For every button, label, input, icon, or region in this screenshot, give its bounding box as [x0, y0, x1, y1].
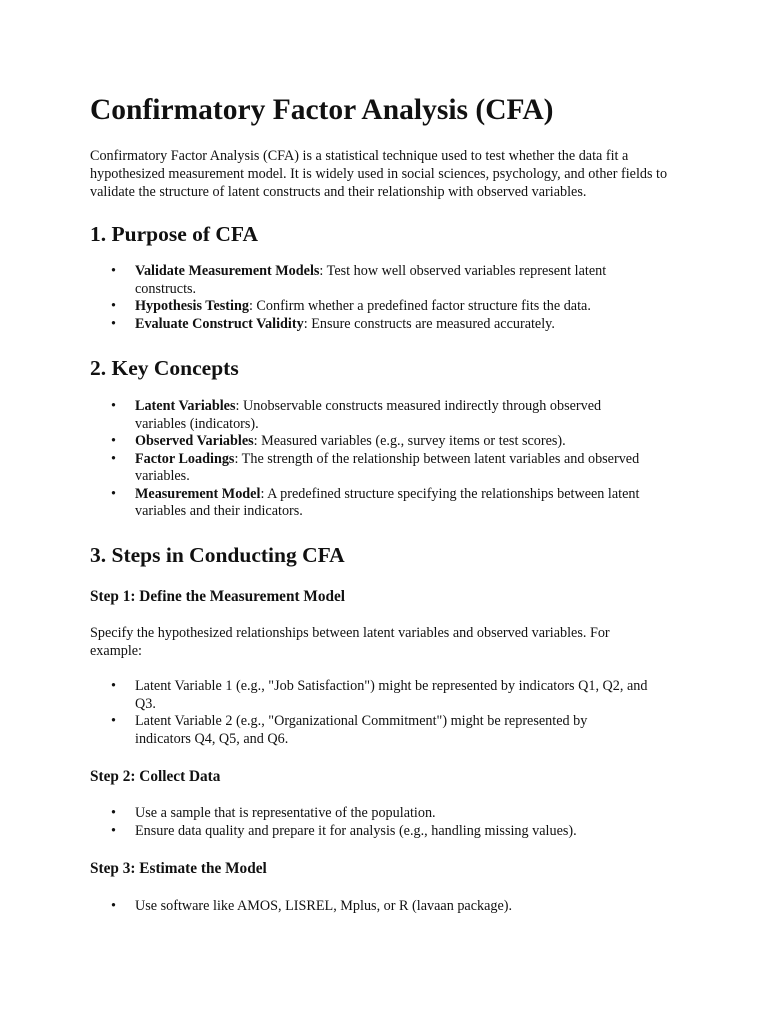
list-item-term: Measurement Model: [135, 485, 261, 502]
list-item: [90, 263, 690, 298]
bullet-icon: •: [111, 315, 116, 332]
bullet-icon: •: [111, 450, 116, 467]
bullet-icon: •: [111, 485, 116, 502]
bullet-icon: •: [111, 433, 116, 449]
list-item: [90, 805, 690, 823]
list-item-term: Latent Variables: [135, 398, 236, 414]
step1-list: [90, 678, 690, 748]
list-item: [90, 451, 690, 486]
step3-list: [90, 898, 690, 916]
bullet-icon: •: [111, 678, 116, 694]
step3-heading: Step 3: Estimate the Model: [90, 860, 267, 877]
list-item-term: Hypothesis Testing: [135, 298, 249, 314]
bullet-icon: •: [111, 298, 116, 314]
step1-body: Specify the hypothesized relationships between latent variables and observed variables. For example:: [90, 625, 610, 659]
bullet-icon: •: [111, 805, 116, 821]
list-item-text: : Test how well observed variables represent latent constructs.: [135, 263, 607, 297]
bullet-icon: •: [111, 263, 116, 279]
section-heading-steps: 3. Steps in Conducting CFA: [90, 543, 345, 567]
list-item: [90, 298, 690, 316]
list-item: [90, 713, 690, 748]
list-item-text: Use software like AMOS, LISREL, Mplus, or R (lavaan package).: [135, 898, 513, 914]
bullet-icon: •: [111, 822, 116, 839]
purpose-list: [90, 263, 690, 333]
list-item-term: Validate Measurement Models: [135, 263, 320, 279]
list-item-term: Factor Loadings: [135, 450, 235, 467]
list-item-text: Ensure data quality and prepare it for analysis (e.g., handling missing values).: [135, 822, 577, 839]
list-item-text: : Ensure constructs are measured accurately.: [303, 315, 555, 332]
list-item: [90, 433, 690, 451]
list-item-term: Evaluate Construct Validity: [135, 315, 304, 332]
list-item: [90, 316, 690, 334]
list-item-text: : A predefined structure specifying the relationships between latent variables and their indicators.: [135, 485, 640, 519]
list-item-text: : Unobservable constructs measured indirectly through observed variables (indicators).: [135, 398, 602, 432]
bullet-icon: •: [111, 398, 116, 414]
section-heading-key-concepts: 2. Key Concepts: [90, 356, 239, 380]
bullet-icon: •: [111, 713, 116, 729]
bullet-icon: •: [111, 898, 116, 914]
list-item-text: Use a sample that is representative of the population.: [135, 805, 436, 821]
step1-heading: Step 1: Define the Measurement Model: [90, 588, 346, 605]
list-item: [90, 486, 690, 521]
section-heading-purpose: 1. Purpose of CFA: [90, 222, 259, 246]
list-item-text: : Measured variables (e.g., survey items or test scores).: [253, 433, 566, 449]
intro-paragraph: Confirmatory Factor Analysis (CFA) is a statistical technique used to test whether the data fit a hypothesized measurement model. It is widely used in social sciences, psychology, and other fields to validate the structure of latent constructs and their relationship with observed variables.: [90, 148, 668, 200]
list-item-text: Latent Variable 1 (e.g., "Job Satisfaction") might be represented by indicators Q1, Q2, and Q3.: [135, 678, 648, 712]
list-item-text: Latent Variable 2 (e.g., "Organizational Commitment") might be represented by indicators Q4, Q5, and Q6.: [135, 713, 588, 747]
list-item: [90, 898, 690, 916]
page-title: Confirmatory Factor Analysis (CFA): [90, 94, 554, 126]
list-item-term: Observed Variables: [135, 433, 254, 449]
list-item-text: : Confirm whether a predefined factor structure fits the data.: [248, 298, 591, 314]
key-concepts-list: [90, 398, 690, 521]
list-item-text: : The strength of the relationship between latent variables and observed variables.: [135, 450, 640, 484]
list-item: [90, 678, 690, 713]
step2-heading: Step 2: Collect Data: [90, 768, 221, 785]
list-item: [90, 823, 690, 841]
list-item: [90, 398, 690, 433]
step2-list: [90, 805, 690, 840]
